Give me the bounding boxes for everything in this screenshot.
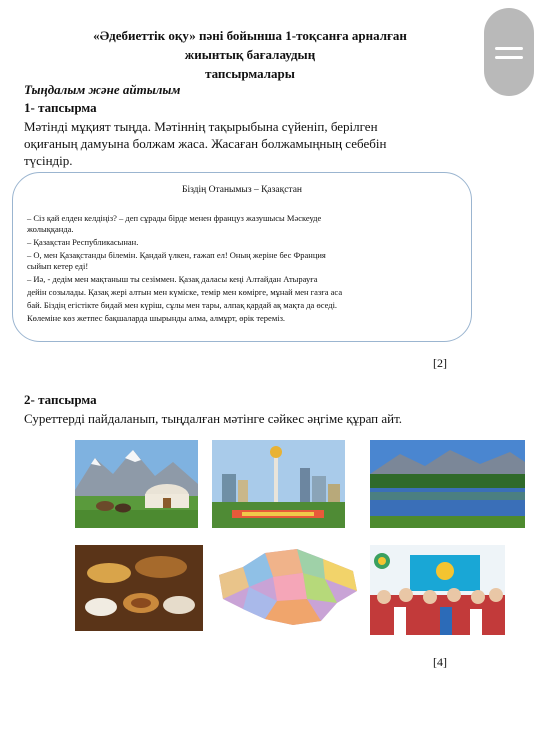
task1-instructions <box>24 118 444 169</box>
reading-text-box <box>12 172 472 342</box>
reading-text-line: Көлеміне көз жетпес бақшаларда шырынды алма, алмұрт, өрік тереміз. <box>27 313 286 323</box>
reading-text-line: сыйып кетер еді! <box>27 261 89 271</box>
kazakhstan-map-photo <box>213 545 361 631</box>
reading-text-line: – Иә, - дедім мен мақтаныш ты сезіммен. Қазақ даласы кеңі Алтайдан Атырауға <box>27 274 318 284</box>
task1-label: 1- тапсырма <box>24 100 97 115</box>
task1-score: [2] <box>433 356 447 370</box>
reading-text-line: дейін созылады. Қазақ жері алтын мен күміске, темір мен көмірге, мұнай мен газға аса <box>27 287 343 297</box>
reading-text-line: бай. Біздің егістікте бидай мен күріш, сұлы мен тары, алпақ қардай ақ мақта да өседі. <box>27 300 338 310</box>
reading-text-line: – Сіз қай елден келдіңіз? – деп сұрады бірде менен француз жазушысы Мәскеуде <box>27 213 322 223</box>
document-title-line-1: «Әдебиеттік оқу» пәні бойынша 1-тоқсанға арналған <box>93 28 407 43</box>
task2-instruction: Суреттерді пайдаланып, тыңдалған мәтінге сәйкес әңгіме құрап айт. <box>24 411 403 426</box>
astana-baiterek-photo <box>212 440 345 528</box>
task2-score: [4] <box>433 655 447 669</box>
document-title-line-3: тапсырмалары <box>205 66 295 81</box>
task2-label: 2- тапсырма <box>24 392 97 407</box>
task1-line: Мәтінді мұқият тыңда. Мәтіннің тақырыбына сүйеніп, берілген <box>24 119 378 134</box>
mountain-lake-photo <box>370 440 525 528</box>
task1-line: түсіндір. <box>24 153 73 168</box>
document-title-line-2: жиынтық бағалаудың <box>184 47 316 62</box>
task1-line: оқиғаның дамуына болжам жаса. Жасаған болжамыңның себебін <box>24 136 387 151</box>
people-kazakh-flag-photo <box>370 545 505 635</box>
reading-text-line: жолыққанда. <box>27 224 74 234</box>
traditional-food-photo <box>75 545 203 631</box>
reading-text-line: – Қазақстан Республикасынан. <box>27 237 139 247</box>
section-heading: Тыңдалым және айтылым <box>24 82 181 97</box>
yurt-mountains-photo <box>75 440 198 528</box>
reading-text-line: – О, мен Қазақстанды білемін. Қандай үлкен, ғажап ел! Оның жеріне бес Франция <box>27 250 326 260</box>
reading-text-title: Біздің Отанымыз – Қазақстан <box>182 185 302 195</box>
